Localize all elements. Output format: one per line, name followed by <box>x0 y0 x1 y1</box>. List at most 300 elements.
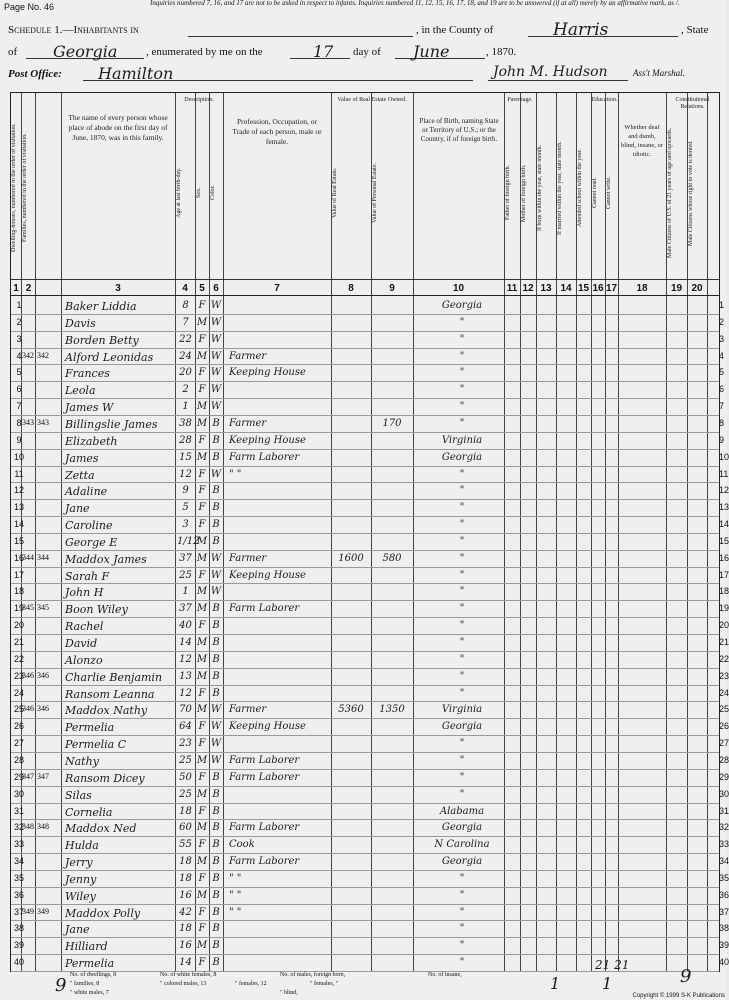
person-sex: M <box>196 788 208 800</box>
person-occupation: Farmer <box>229 350 267 362</box>
row-number-left: 2 <box>16 316 22 327</box>
birthplace: " <box>459 350 465 362</box>
row-number-right: 17 <box>719 569 729 580</box>
person-name: Maddox Ned <box>65 822 137 836</box>
person-sex: M <box>196 889 208 901</box>
row-rule <box>11 701 719 702</box>
marshal-label: Ass't Marshal. <box>633 68 685 78</box>
footer-mark-left: 9 <box>55 975 67 996</box>
column-number: 1 <box>13 283 19 294</box>
person-sex: F <box>198 721 206 733</box>
row-rule <box>11 836 719 837</box>
person-name: Jenny <box>65 872 97 886</box>
person-age: 16 <box>179 889 192 901</box>
row-number-left: 35 <box>13 872 24 883</box>
birthplace: " <box>459 333 465 345</box>
birthplace: " <box>459 384 465 396</box>
person-age: 3 <box>182 519 189 531</box>
header-vote-denied: Male Citizens whose right to vote is denied. <box>688 140 694 246</box>
row-rule <box>11 466 719 467</box>
row-number-left: 7 <box>16 401 22 412</box>
person-sex: M <box>196 586 208 598</box>
birthplace: " <box>459 519 465 531</box>
dwelling-number: 348 <box>22 822 34 832</box>
row-number-left: 18 <box>13 586 24 597</box>
birthplace: Georgia <box>441 300 483 311</box>
row-number-right: 18 <box>719 586 729 597</box>
footer-tally-b: 1 <box>602 974 613 993</box>
person-occupation: Farmer <box>229 417 267 429</box>
person-color: B <box>212 957 220 969</box>
real-estate-value: 5360 <box>338 704 364 716</box>
person-sex: F <box>198 485 206 497</box>
person-sex: M <box>196 603 208 615</box>
row-number-right: 9 <box>719 434 725 445</box>
row-number-right: 35 <box>719 872 729 883</box>
person-name: Jerry <box>65 856 93 870</box>
person-age: 42 <box>179 906 192 918</box>
person-sex: M <box>196 637 208 648</box>
header-cannot-read: Cannot read. <box>592 177 598 209</box>
header-married-year: If married within the year, state month. <box>557 141 563 235</box>
header-born-year: If born within the year, state month. <box>537 144 543 232</box>
person-occupation: Farm Laborer <box>229 603 300 615</box>
person-name: Cornelia <box>65 805 113 819</box>
day-label: day of <box>353 46 381 58</box>
row-rule <box>11 819 719 820</box>
person-sex: M <box>196 940 208 952</box>
family-number: 349 <box>37 906 49 916</box>
person-color: B <box>212 603 220 615</box>
person-age: 1 <box>182 586 189 598</box>
row-number-right: 23 <box>719 670 729 681</box>
person-color: B <box>212 535 220 547</box>
row-number-right: 7 <box>719 401 725 412</box>
post-office-value: Hamilton <box>98 64 174 83</box>
row-number-right: 6 <box>719 384 725 395</box>
person-sex: M <box>196 350 208 362</box>
row-rule <box>11 432 719 433</box>
row-rule <box>11 415 719 416</box>
birthplace: N Carolina <box>434 839 490 851</box>
row-rule <box>11 718 719 719</box>
row-number-right: 39 <box>719 940 729 951</box>
footer-foreign-females: " females, " <box>310 981 339 987</box>
person-age: 37 <box>179 603 192 615</box>
row-number-right: 10 <box>719 451 729 462</box>
person-name: Ransom Dicey <box>65 771 145 785</box>
person-sex: M <box>196 822 208 834</box>
family-number: 345 <box>37 603 49 613</box>
person-age: 23 <box>179 738 192 750</box>
person-sex: M <box>196 316 208 328</box>
person-color: B <box>212 889 220 901</box>
enumerated-label: , enumerated by me on the <box>146 46 263 58</box>
person-color: B <box>212 805 220 817</box>
row-rule <box>11 769 719 770</box>
person-name: Silas <box>65 788 92 802</box>
birthplace: " <box>459 738 465 750</box>
row-rule <box>11 381 719 382</box>
footer-families: " families, 8 <box>70 981 100 987</box>
person-age: 12 <box>179 687 192 699</box>
row-rule <box>11 685 719 686</box>
row-number-left: 37 <box>13 906 24 917</box>
person-age: 70 <box>179 704 192 716</box>
person-occupation: Farm Laborer <box>229 822 300 834</box>
footer-total-mark: 21 21 <box>595 958 630 972</box>
person-name: Ransom Leanna <box>65 687 155 701</box>
person-name: Alford Leonidas <box>65 350 154 364</box>
row-number-left: 26 <box>13 721 24 732</box>
row-number-right: 4 <box>719 350 725 361</box>
row-number-right: 38 <box>719 923 729 934</box>
person-color: B <box>212 620 220 632</box>
person-sex: M <box>196 552 208 564</box>
row-number-right: 19 <box>719 603 729 614</box>
dwelling-number: 346 <box>22 670 34 680</box>
of-label: of <box>8 46 18 58</box>
row-number-left: 30 <box>13 788 24 799</box>
column-number: 9 <box>389 283 395 294</box>
person-sex: F <box>198 569 206 581</box>
person-age: 2 <box>182 384 189 396</box>
person-age: 50 <box>179 771 192 783</box>
person-name: Frances <box>65 367 110 381</box>
person-color: B <box>212 771 220 783</box>
row-number-right: 8 <box>719 417 725 428</box>
person-sex: F <box>198 687 206 699</box>
row-rule <box>11 499 719 500</box>
person-age: 5 <box>182 502 189 514</box>
header-real-estate: Value of Real Estate. <box>332 167 338 219</box>
day-value: 17 <box>313 42 334 61</box>
row-number-right: 40 <box>719 957 729 968</box>
row-number-left: 19 <box>13 603 24 614</box>
footer-dwellings: No. of dwellings, 8 <box>70 972 117 978</box>
person-occupation: " " <box>229 906 242 918</box>
row-number-left: 6 <box>16 384 22 395</box>
row-number-right: 20 <box>719 620 729 631</box>
row-number-left: 27 <box>13 738 24 749</box>
footer-blind: " blind, <box>280 990 298 996</box>
person-color: B <box>212 822 220 834</box>
column-number: 16 <box>592 283 604 294</box>
person-name: Hulda <box>65 839 99 853</box>
birthplace: " <box>459 569 465 581</box>
birthplace: " <box>459 889 465 901</box>
birthplace: " <box>459 788 465 800</box>
county-label: , in the County of <box>416 24 494 36</box>
person-name: Sarah F <box>65 569 110 583</box>
person-age: 14 <box>179 637 192 648</box>
row-number-left: 3 <box>16 333 22 344</box>
row-number-left: 28 <box>13 754 24 765</box>
row-number-right: 21 <box>719 637 729 647</box>
footer-foreign-born: No. of males, foreign born, <box>280 972 346 978</box>
person-sex: F <box>198 805 206 817</box>
personal-estate-value: 1350 <box>379 704 405 716</box>
census-table <box>10 92 729 972</box>
person-occupation: Keeping House <box>229 434 306 446</box>
person-color: B <box>212 653 220 665</box>
person-sex: M <box>196 754 208 766</box>
row-number-left: 4 <box>16 350 22 361</box>
family-number: 342 <box>37 350 49 360</box>
person-color: B <box>212 856 220 868</box>
person-color: B <box>212 519 220 531</box>
person-color: B <box>212 788 220 800</box>
birthplace: " <box>459 535 465 547</box>
row-number-right: 33 <box>719 839 729 850</box>
birthplace: Georgia <box>441 856 483 868</box>
person-sex: M <box>196 856 208 868</box>
header-disability: Whether deaf and dumb, blind, insane, or idiotic. <box>621 124 663 158</box>
person-color: W <box>210 468 222 480</box>
birthplace: " <box>459 620 465 632</box>
row-number-right: 29 <box>719 771 729 782</box>
column-number: 13 <box>540 283 552 294</box>
row-number-right: 30 <box>719 788 729 799</box>
row-number-left: 8 <box>16 417 22 428</box>
person-occupation: Farm Laborer <box>229 754 300 766</box>
header-personal-estate: Value of Personal Estate. <box>372 163 378 223</box>
person-occupation: Cook <box>229 839 255 851</box>
row-rule <box>11 533 719 534</box>
person-age: 18 <box>179 856 192 868</box>
footer-tally-a: 1 <box>550 974 561 993</box>
person-occupation: Keeping House <box>229 569 306 581</box>
dwelling-number: 349 <box>22 906 34 916</box>
row-number-right: 37 <box>719 906 729 917</box>
person-name: George E <box>65 535 118 549</box>
person-occupation: Farmer <box>229 552 267 564</box>
column-number: 3 <box>115 283 121 294</box>
dwelling-number: 346 <box>22 704 34 714</box>
birthplace: " <box>459 485 465 497</box>
person-color: B <box>212 872 220 884</box>
birthplace: Georgia <box>441 822 483 834</box>
header-occupation: Profession, Occupation, or Trade of each person, male or female. <box>232 117 322 146</box>
header-education: Education. <box>591 97 618 103</box>
person-age: 12 <box>179 653 192 665</box>
person-age: 40 <box>179 620 192 632</box>
person-occupation: Farm Laborer <box>229 771 300 783</box>
row-number-left: 20 <box>13 620 24 631</box>
birthplace: Georgia <box>441 451 483 463</box>
row-rule <box>11 752 719 753</box>
row-rule <box>11 904 719 905</box>
person-color: B <box>212 502 220 514</box>
person-name: James W <box>65 401 114 415</box>
person-sex: M <box>196 653 208 665</box>
person-occupation: Farm Laborer <box>229 856 300 868</box>
row-rule <box>11 887 719 888</box>
person-color: W <box>210 721 222 733</box>
person-age: 25 <box>179 569 192 581</box>
header-constitutional: Constitutional Relations. <box>675 97 710 110</box>
person-name: James <box>65 451 99 465</box>
person-sex: M <box>196 417 208 429</box>
person-color: W <box>210 316 222 328</box>
column-number: 15 <box>577 283 590 294</box>
marshal-line <box>488 80 628 81</box>
row-number-left: 13 <box>13 502 24 513</box>
person-color: B <box>212 637 220 648</box>
column-number: 2 <box>25 283 32 294</box>
footer-colored-males: " colored males, 13 <box>160 981 207 987</box>
dwelling-number: 347 <box>22 771 34 781</box>
person-name: Jane <box>65 923 90 937</box>
person-name: Maddox Polly <box>65 906 141 920</box>
person-color: W <box>210 704 222 716</box>
row-number-right: 16 <box>719 552 729 563</box>
person-age: 22 <box>179 333 192 345</box>
person-age: 24 <box>179 350 192 362</box>
row-rule <box>11 600 719 601</box>
row-rule <box>11 398 719 399</box>
column-number: 14 <box>560 283 572 294</box>
row-number-left: 24 <box>13 687 24 698</box>
row-rule <box>11 583 719 584</box>
person-color: W <box>210 333 222 345</box>
page-label: Page No. 46 <box>4 2 55 12</box>
row-number-right: 25 <box>719 704 729 715</box>
person-age: 1 <box>182 401 189 413</box>
family-number: 343 <box>37 417 49 427</box>
footer-insane: No. of insane, <box>428 972 462 978</box>
person-age: 18 <box>179 872 192 884</box>
real-estate-value: 1600 <box>338 552 364 564</box>
person-name: David <box>65 637 98 650</box>
column-number: 4 <box>182 283 188 294</box>
person-sex: M <box>196 451 208 463</box>
person-name: Zetta <box>65 468 95 482</box>
person-age: 60 <box>179 822 192 834</box>
person-name: Maddox James <box>65 552 147 566</box>
birthplace: " <box>459 367 465 379</box>
person-sex: F <box>198 384 206 396</box>
person-color: W <box>210 384 222 396</box>
person-name: Nathy <box>65 754 99 768</box>
family-number: 346 <box>37 670 49 680</box>
row-number-right: 3 <box>719 333 725 344</box>
row-rule <box>11 937 719 938</box>
birthplace: " <box>459 468 465 480</box>
row-rule <box>11 364 719 365</box>
row-number-right: 13 <box>719 502 729 513</box>
column-number: 20 <box>691 283 703 294</box>
person-age: 9 <box>182 485 189 497</box>
row-number-right: 2 <box>719 316 725 327</box>
row-number-right: 1 <box>719 300 725 310</box>
row-rule <box>11 954 719 955</box>
person-name: Billingslie James <box>65 417 158 431</box>
row-number-left: 36 <box>13 889 24 900</box>
person-color: B <box>212 923 220 935</box>
month-value: June <box>413 42 450 61</box>
person-age: 64 <box>179 721 192 733</box>
person-sex: F <box>198 957 206 969</box>
person-name: Adaline <box>65 485 108 499</box>
person-age: 25 <box>179 788 192 800</box>
person-name: John H <box>65 586 104 600</box>
birthplace: " <box>459 670 465 682</box>
row-number-right: 12 <box>719 485 729 496</box>
person-sex: M <box>196 535 208 547</box>
person-name: Maddox Nathy <box>65 704 148 718</box>
person-age: 28 <box>179 434 192 446</box>
column-number: 17 <box>605 283 618 294</box>
person-sex: F <box>198 502 206 514</box>
row-number-right: 36 <box>719 889 729 900</box>
person-name: Caroline <box>65 519 113 533</box>
birthplace: " <box>459 586 465 598</box>
footer-colored-females: " females, 12 <box>235 981 267 987</box>
person-color: W <box>210 367 222 379</box>
person-age: 15 <box>179 451 192 463</box>
row-number-left: 10 <box>13 451 24 462</box>
birthplace: " <box>459 687 465 699</box>
row-number-left: 40 <box>13 957 24 968</box>
person-name: Baker Liddia <box>65 300 137 313</box>
birthplace: " <box>459 754 465 766</box>
dwelling-number: 343 <box>22 417 34 427</box>
post-office-label: Post Office: <box>8 68 62 80</box>
header-name: The name of every person whose place of abode on the first day of June, 1870, was in this family. <box>68 113 168 142</box>
instructions-note: Inquiries numbered 7, 16, and 17 are not to be asked in respect to infants. Inquiries numbered 11, 12, 15, 16, 17, 18, and 19 are to be answered (if at all) merely by an affirmative mark, as /. <box>150 0 680 7</box>
row-number-right: 27 <box>719 738 729 749</box>
birthplace: " <box>459 401 465 413</box>
state-label: , State <box>681 24 709 36</box>
birthplace: " <box>459 417 465 429</box>
person-color: W <box>210 401 222 413</box>
row-number-left: 17 <box>13 569 24 580</box>
birthplace: " <box>459 940 465 952</box>
person-name: Leola <box>65 384 96 398</box>
row-number-left: 23 <box>13 670 24 681</box>
row-number-left: 12 <box>13 485 24 496</box>
dwelling-number: 345 <box>22 603 34 613</box>
row-number-left: 31 <box>13 805 24 816</box>
person-color: B <box>212 451 220 463</box>
row-number-right: 22 <box>719 653 729 664</box>
person-sex: F <box>198 923 206 935</box>
person-sex: M <box>196 670 208 682</box>
birthplace: Virginia <box>441 704 483 716</box>
header-male-citizens: Male Citizens of U.S. of 21 years of age and upwards. <box>667 127 673 259</box>
person-color: B <box>212 906 220 918</box>
person-color: W <box>210 300 222 311</box>
person-color: B <box>212 485 220 497</box>
row-rule <box>11 516 719 517</box>
person-color: W <box>210 754 222 766</box>
row-number-left: 33 <box>13 839 24 850</box>
person-sex: F <box>198 367 206 379</box>
person-sex: F <box>198 333 206 345</box>
family-number: 346 <box>37 704 49 714</box>
column-number: 11 <box>506 283 518 294</box>
person-occupation: " " <box>229 468 242 480</box>
row-rule <box>11 348 719 349</box>
row-number-left: 5 <box>16 367 22 378</box>
header-sex: Sex. <box>196 187 202 199</box>
person-sex: F <box>198 468 206 480</box>
row-number-left: 22 <box>13 653 24 664</box>
person-color: B <box>212 940 220 952</box>
row-number-left: 16 <box>13 552 24 563</box>
row-number-left: 1 <box>16 300 22 310</box>
